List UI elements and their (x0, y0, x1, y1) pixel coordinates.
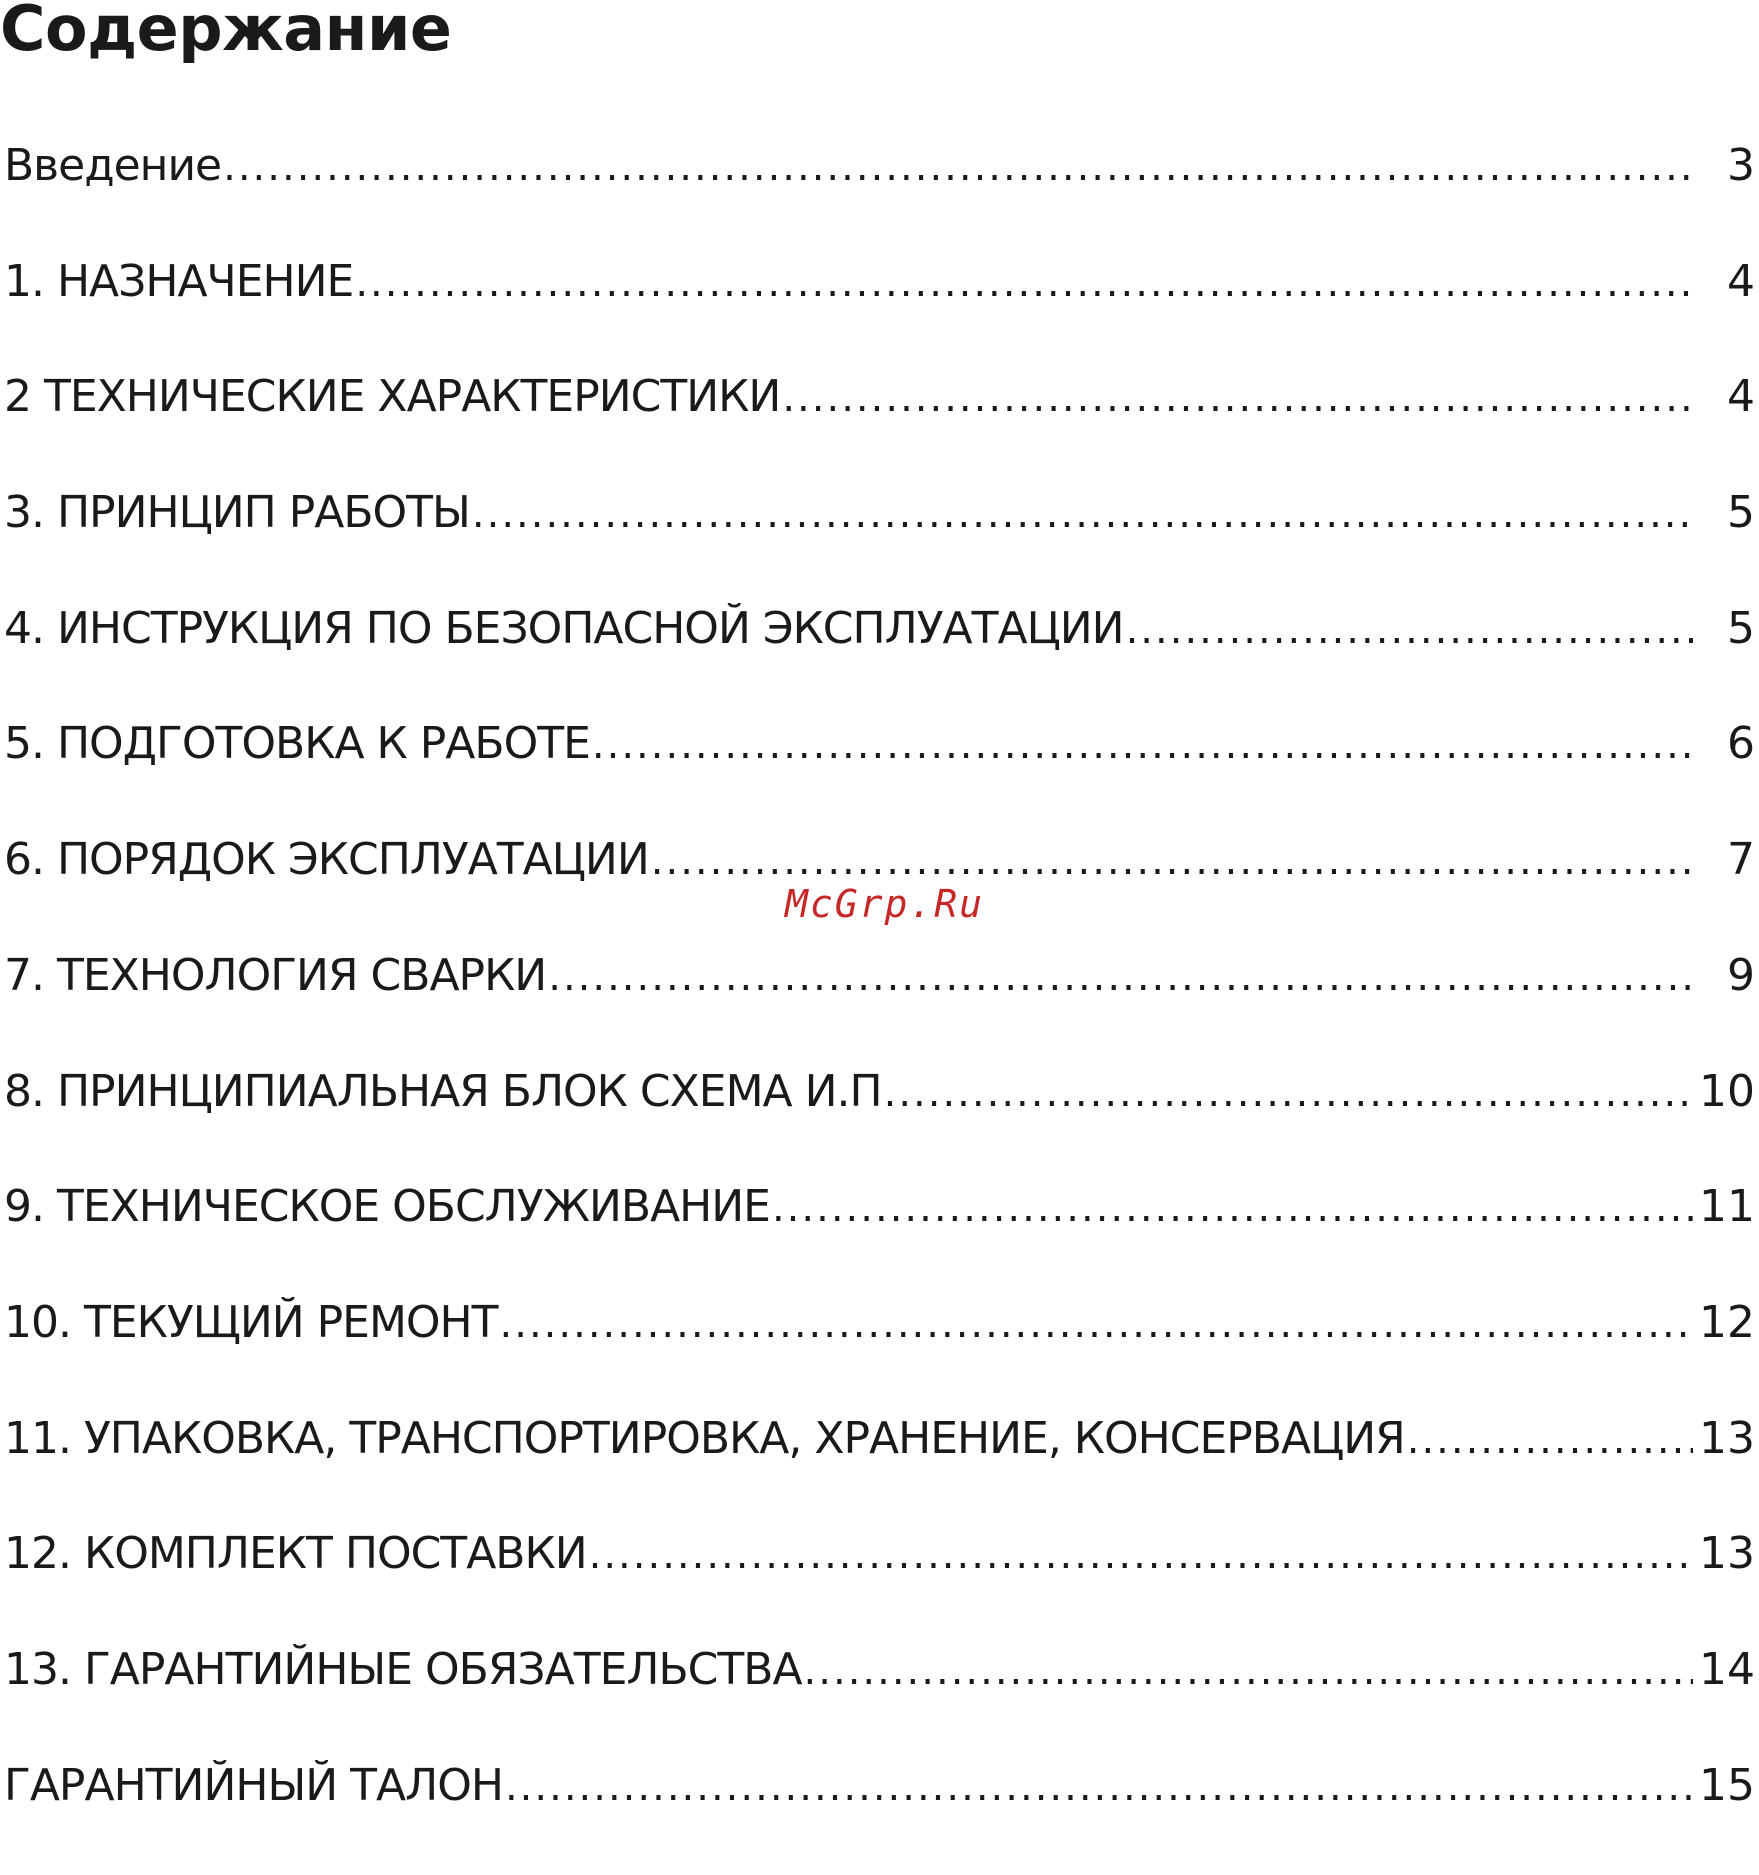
toc-entry-label: ГАРАНТИЙНЫЙ ТАЛОН (4, 1759, 503, 1811)
toc-entry-label: 3. ПРИНЦИП РАБОТЫ (4, 487, 470, 539)
toc-entry-label: 8. ПРИНЦИПИАЛЬНАЯ БЛОК СХЕМА И.П (4, 1065, 882, 1117)
dot-leader (505, 1763, 1693, 1811)
dot-leader (782, 374, 1693, 422)
toc-entry-block-diagram[interactable] (0, 1066, 1759, 1182)
dot-leader (772, 1184, 1693, 1232)
toc-entry-repair[interactable] (0, 1297, 1759, 1413)
toc-entry-welding-technology[interactable] (0, 950, 1759, 1066)
toc-entry-operating-principle[interactable] (0, 487, 1759, 603)
toc-entry-label: 2 ТЕХНИЧЕСКИЕ ХАРАКТЕРИСТИКИ (4, 371, 781, 423)
toc-entry-label: 1. НАЗНАЧЕНИЕ (4, 255, 354, 307)
toc-page-number: 14 (1699, 1643, 1755, 1695)
toc-page-number: 13 (1699, 1528, 1755, 1580)
toc-entry-label: 12. КОМПЛЕКТ ПОСТАВКИ (4, 1528, 587, 1580)
dot-leader (1407, 1416, 1693, 1464)
toc-entry-delivery-set[interactable] (0, 1528, 1759, 1644)
toc-entry-safety-instructions[interactable] (0, 603, 1759, 719)
watermark: McGrp.Ru (785, 882, 985, 926)
dot-leader (592, 721, 1693, 769)
toc-entry-label: 11. УПАКОВКА, ТРАНСПОРТИРОВКА, ХРАНЕНИЕ, КОНСЕРВАЦИЯ (4, 1412, 1405, 1464)
toc-page-number: 13 (1699, 1412, 1755, 1464)
toc-entry-label: 10. ТЕКУЩИЙ РЕМОНТ (4, 1296, 498, 1348)
toc-page-number: 11 (1699, 1181, 1755, 1233)
toc-entry-warranty-obligations[interactable] (0, 1644, 1759, 1760)
dot-leader (804, 1647, 1693, 1695)
page-title: Содержание (0, 0, 452, 65)
toc-entry-warranty-card[interactable] (0, 1760, 1759, 1875)
toc-entry-label: 4. ИНСТРУКЦИЯ ПО БЕЗОПАСНОЙ ЭКСПЛУАТАЦИИ (4, 602, 1124, 654)
dot-leader (1126, 606, 1693, 654)
toc-entry-label: 6. ПОРЯДОК ЭКСПЛУАТАЦИИ (4, 834, 649, 886)
toc-entry-label: 7. ТЕХНОЛОГИЯ СВАРКИ (4, 949, 547, 1001)
dot-leader (548, 953, 1693, 1001)
toc-entry-label: 13. ГАРАНТИЙНЫЕ ОБЯЗАТЕЛЬСТВА (4, 1643, 802, 1695)
toc-page-number: 6 (1727, 718, 1755, 770)
toc-entry-label: 5. ПОДГОТОВКА К РАБОТЕ (4, 718, 590, 770)
toc-page-number: 10 (1699, 1065, 1755, 1117)
dot-leader (223, 143, 1693, 191)
dot-leader (589, 1531, 1693, 1579)
toc-entry-label: Введение (4, 140, 222, 191)
dot-leader (472, 490, 1693, 538)
toc-entry-label: 9. ТЕХНИЧЕСКОЕ ОБСЛУЖИВАНИЕ (4, 1181, 770, 1233)
dot-leader (500, 1300, 1693, 1348)
dot-leader (355, 259, 1693, 307)
toc-page-number: 5 (1727, 602, 1755, 654)
dot-leader (884, 1069, 1693, 1117)
toc-entry-introduction[interactable] (0, 140, 1759, 256)
dot-leader (651, 837, 1693, 885)
toc-page-number: 7 (1727, 834, 1755, 886)
toc-entry-packaging-storage[interactable] (0, 1413, 1759, 1529)
toc-entry-purpose[interactable] (0, 256, 1759, 372)
toc-entry-specifications[interactable] (0, 371, 1759, 487)
toc-entry-preparation[interactable] (0, 718, 1759, 834)
toc-entry-maintenance[interactable] (0, 1181, 1759, 1297)
toc-page-number: 5 (1727, 487, 1755, 539)
toc-page-number: 9 (1727, 949, 1755, 1001)
toc-page-number: 12 (1699, 1296, 1755, 1348)
toc-page-number: 15 (1699, 1759, 1755, 1811)
table-of-contents (0, 140, 1759, 1875)
toc-page-number: 4 (1727, 255, 1755, 307)
toc-page-number: 4 (1727, 371, 1755, 423)
toc-page-number: 3 (1727, 140, 1755, 191)
